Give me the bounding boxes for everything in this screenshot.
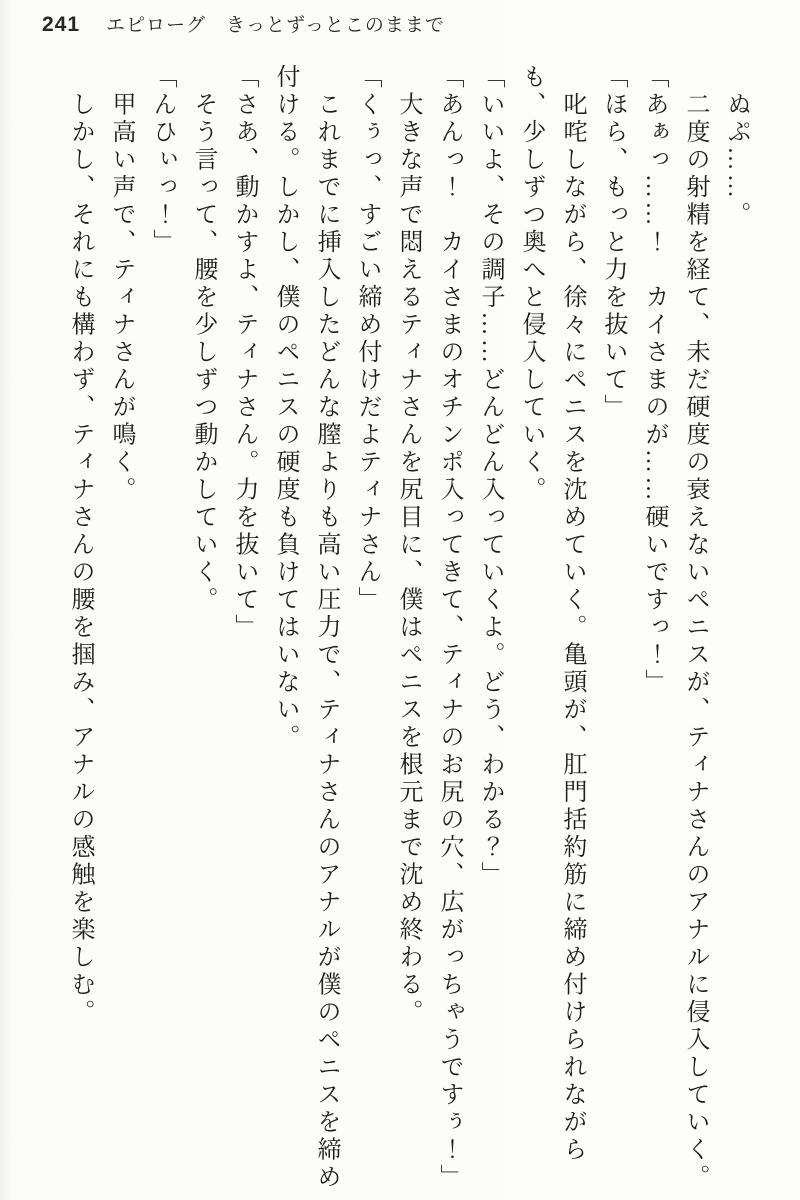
paragraph: 甲高い声で、ティナさんが鳴く。 [108, 64, 134, 504]
page-number: 241 [42, 13, 81, 36]
chapter-title: エピローグ きっとずっとこのままで [106, 15, 445, 36]
page-header [42, 10, 445, 37]
paragraph: 「さあ、動かすよ、ティナさん。力を抜いて」 [231, 64, 257, 642]
paragraph: 大きな声で悶えるティナさんを尻目に、僕はペニスを根元まで沈め終わる。 [395, 64, 421, 1027]
paragraph: 「んひぃっ！」 [149, 64, 175, 257]
paragraph: 「あんっ！ カイさまのオチンポ入ってきて、ティナのお尻の穴、広がっちゃうですぅ！」 [436, 64, 462, 1192]
paragraph: 「ほら、もっと力を抜いて」 [600, 64, 626, 422]
paragraph: しかし、それにも構わず、ティナさんの腰を掴み、アナルの感触を楽しむ。 [67, 64, 93, 1027]
body-text [59, 64, 756, 1196]
paragraph: 「くぅっ、すごい締め付けだよティナさん」 [354, 64, 380, 614]
paragraph: 「あぁっ……！ カイさまのが……硬いですっ！」 [641, 64, 667, 697]
paragraph: 二度の射精を経て、未だ硬度の衰えないペニスが、ティナさんのアナルに侵入していく。 [682, 64, 708, 1192]
paragraph: これまでに挿入したどんな膣よりも高い圧力で、ティナさんのアナルが僕のペニスを締め付ける。しかし、僕のペニスの硬度も負けてはいない。 [272, 64, 339, 1192]
paragraph: 叱咤しながら、徐々にペニスを沈めていく。亀頭が、肛門括約筋に締め付けられながらも、少しずつ奥へと侵入していく。 [518, 64, 585, 1164]
paragraph: 「いいよ、その調子……どんどん入っていくよ。どう、わかる？」 [477, 64, 503, 889]
paragraph: ぬぷ……。 [723, 64, 749, 229]
paragraph: そう言って、腰を少しずつ動かしていく。 [190, 64, 216, 614]
